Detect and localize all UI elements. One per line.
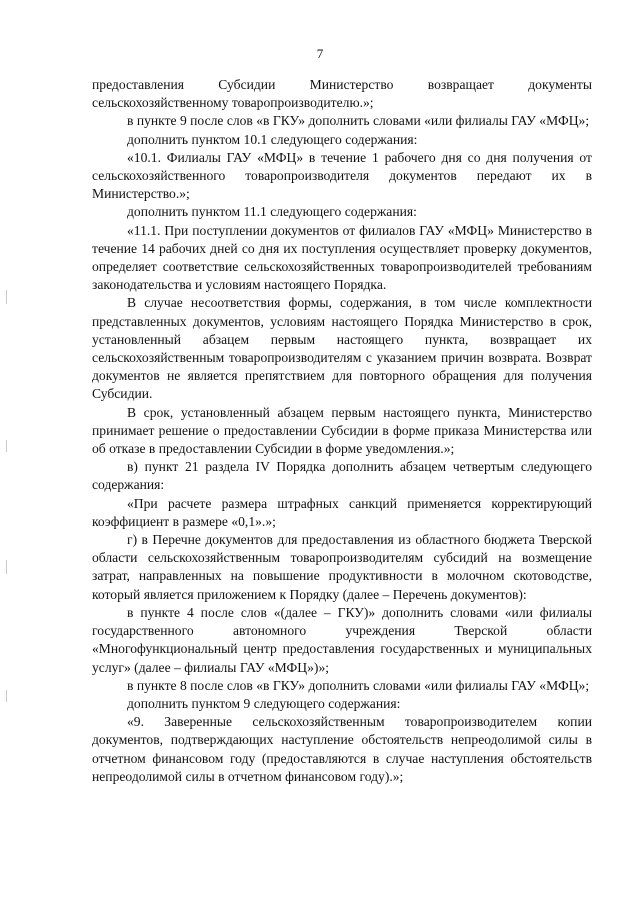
paragraph: в пункте 9 после слов «в ГКУ» дополнить словами «или филиалы ГАУ «МФЦ»;	[127, 113, 590, 129]
paragraph: «При расчете размера штрафных санкций применяется корректирующий коэффициент в размере «0,1».»;	[92, 495, 592, 529]
scan-edge-mark	[6, 440, 7, 452]
paragraph: в) пункт 21 раздела IV Порядка дополнить абзацем четвертым следующего содержания:	[92, 459, 592, 493]
paragraph: В срок, установленный абзацем первым настоящего пункта, Министерство принимает решение о предоставлении Субсидии в форме приказа Министерства или об отказе в предоставлении Субсидии в форме уведомления.»;	[92, 404, 592, 457]
paragraph: «11.1. При поступлении документов от филиалов ГАУ «МФЦ» Министерство в течение 14 рабочих дней со дня их поступления осуществляет проверку документов, определяет соответствие сельскохозяйственных товаропроизводителей требованиям законодательства и условиям настоящего Порядка.	[92, 222, 592, 293]
paragraph: «10.1. Филиалы ГАУ «МФЦ» в течение 1 рабочего дня со дня получения от сельскохозяйственного товаропроизводителя документов передают их в Министерство.»;	[92, 149, 592, 202]
page-number: 7	[316, 46, 324, 61]
paragraph: дополнить пунктом 10.1 следующего содержания:	[127, 131, 418, 147]
paragraph: в пункте 8 после слов «в ГКУ» дополнить словами «или филиалы ГАУ «МФЦ»;	[127, 677, 590, 693]
paragraph: в пункте 4 после слов «(далее – ГКУ)» дополнить словами «или филиалы государственного автономного учреждения Тверской области «Многофункциональный центр предоставления государственных и муниципальных услуг» (далее – филиалы ГАУ «МФЦ»)»;	[92, 604, 592, 675]
scan-edge-mark	[6, 690, 7, 702]
scan-edge-mark	[6, 560, 7, 574]
paragraph: «9. Заверенные сельскохозяйственным товаропроизводителем копии документов, подтверждающих наступление обстоятельств непреодолимой силы в отчетном финансовом году (предоставляются в случае наступления обстоятельств непреодолимой силы в отчетном финансовом году).»;	[92, 714, 592, 784]
paragraph: г) в Перечне документов для предоставления из областного бюджета Тверской области сельскохозяйственным товаропроизводителям субсидий на возмещение затрат, направленных на повышение продуктивности в молочном скотоводстве, который является приложением к Порядку (далее – Перечень документов):	[92, 532, 592, 602]
document-body	[92, 76, 592, 786]
paragraph: дополнить пунктом 11.1 следующего содержания:	[127, 204, 417, 220]
paragraph: дополнить пунктом 9 следующего содержания:	[127, 695, 401, 711]
paragraph: В случае несоответствия формы, содержания, в том числе комплектности представленных документов, условиям настоящего Порядка Министерство в срок, установленный абзацем первым настоящего пункта, возвращает их сельскохозяйственным товаропроизводителям с указанием причин возврата. Возврат документов не является препятствием для повторного обращения для получения Субсидии.	[92, 295, 592, 402]
paragraph: предоставления Субсидии Министерство возвращает документы сельскохозяйственному товаропроизводителю.»;	[92, 77, 592, 111]
scan-edge-mark	[6, 290, 7, 304]
